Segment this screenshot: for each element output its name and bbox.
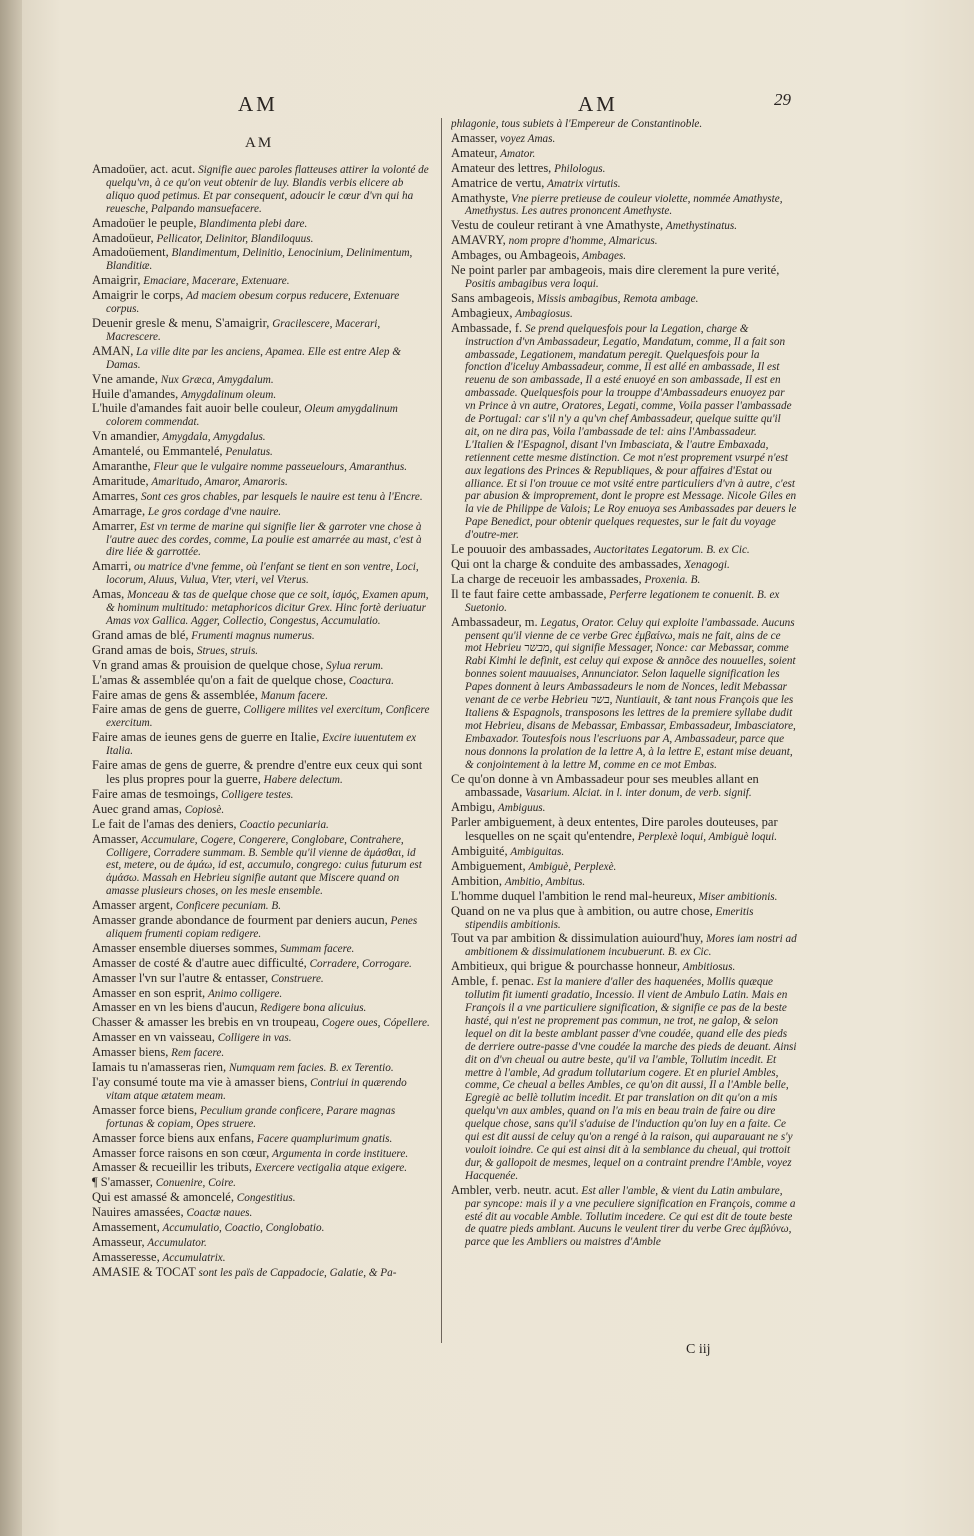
- entry-headword: Faire amas de ieunes gens de guerre en Italie,: [92, 730, 320, 745]
- entry-definition: Ambiguus.: [497, 802, 546, 815]
- entry-headword: Vn amandier,: [92, 429, 160, 444]
- dictionary-entry: [92, 317, 430, 344]
- entry-definition: Gracilescere, Macerari, Macrescere.: [106, 317, 381, 343]
- entry-headword: ¶ S'amasser,: [92, 1175, 153, 1190]
- entry-definition: Philologus.: [554, 162, 606, 175]
- dictionary-entry: [451, 890, 797, 904]
- dictionary-entry: [451, 264, 797, 291]
- entry-definition: Coactura.: [348, 674, 394, 687]
- entry-definition: Perferre legationem te conuenit. B. ex Suetonio.: [465, 588, 780, 614]
- dictionary-entry: [92, 788, 430, 802]
- entry-headword: Ambiguement,: [451, 858, 526, 873]
- dictionary-entry: [92, 674, 430, 688]
- dictionary-entry: [92, 1104, 430, 1131]
- entry-definition: phlagonie, tous subiets à l'Empereur de Constantinoble.: [451, 118, 703, 130]
- entry-definition: Emaciare, Macerare, Extenuare.: [143, 275, 290, 288]
- entry-headword: Amatrice de vertu,: [451, 175, 545, 190]
- entry-headword: Amadoüer, act. acut.: [92, 163, 196, 176]
- entry-headword: AMAVRY,: [451, 233, 506, 248]
- entry-headword: Tout va par ambition & dissimulation auiourd'huy,: [451, 931, 704, 946]
- dictionary-entry: [451, 801, 797, 815]
- entry-headword: Grand amas de blé,: [92, 627, 189, 642]
- dictionary-entry: [92, 703, 430, 730]
- entry-headword: Ambassade, f.: [451, 320, 523, 335]
- entry-headword: Amaigrir le corps,: [92, 288, 184, 303]
- entry-definition: Exercere vectigalia atque exigere.: [254, 1162, 408, 1175]
- dictionary-entry: [92, 1031, 430, 1045]
- entry-headword: Huile d'amandes,: [92, 386, 179, 401]
- entry-definition: Fleur que le vulgaire nomme passeuelours, Amaranthus.: [153, 461, 408, 474]
- entry-definition: ou matrice d'vne femme, où l'enfant se tient en son ventre, Loci, locorum, Aluus, Vulua, Vter, vteri, vel Vterus.: [106, 561, 419, 587]
- dictionary-entry: [92, 505, 430, 519]
- entry-headword: Qui est amassé & amoncelé,: [92, 1190, 234, 1205]
- entry-definition: Penulatus.: [225, 446, 273, 459]
- dictionary-entry: [92, 1236, 430, 1250]
- entry-headword: Qui ont la charge & conduite des ambassades,: [451, 557, 682, 571]
- dictionary-entry: [451, 147, 797, 161]
- entry-definition: Ambages.: [582, 250, 627, 263]
- entry-headword: Amasser ensemble diuerses sommes,: [92, 940, 278, 955]
- dictionary-entry: [92, 475, 430, 489]
- entry-definition: Est aller l'amble, & vient du Latin ambulare, par syncope: mais il y a vne peculiere signification en François, comme a esté dit au vocable Amble. Tollutim incedere. Ce qui est dit de toute beste de quatre pieds amblant. Aucuns le veulent tirer du verbe Grec ἀμβλύνω, parce que les Ambliers ou maistres d'Amble: [465, 1184, 796, 1249]
- entry-headword: Ambages, ou Ambageois,: [451, 248, 580, 263]
- entry-definition: Contriui in quærendo vitam atque ætatem meam.: [106, 1077, 407, 1102]
- dictionary-entry: [92, 659, 430, 673]
- entry-headword: Iamais tu n'amasseras rien,: [92, 1060, 227, 1075]
- entry-headword: Amathyste,: [451, 190, 509, 205]
- dictionary-entry: [92, 803, 430, 817]
- entry-headword: Ne point parler par ambageois, mais dire clerement la pure verité,: [451, 263, 780, 278]
- dictionary-entry: [92, 588, 430, 628]
- dictionary-entry: [92, 644, 430, 658]
- dictionary-entry: [92, 987, 430, 1001]
- dictionary-entry: [92, 1076, 430, 1103]
- entry-headword: Amarres,: [92, 488, 139, 503]
- dictionary-entry: [92, 1176, 430, 1190]
- entry-headword: L'amas & assemblée qu'on a fait de quelque chose,: [92, 672, 347, 687]
- entry-definition: Construere.: [270, 972, 324, 985]
- dictionary-entry: [451, 219, 797, 233]
- entry-headword: Amasser en son esprit,: [92, 985, 206, 1000]
- entry-headword: Faire amas de gens de guerre,: [92, 702, 241, 717]
- entry-headword: Amadoüeur,: [92, 230, 154, 245]
- entry-definition: Colligere milites vel exercitum, Conficere exercitum.: [106, 704, 430, 730]
- dictionary-entry: [92, 289, 430, 316]
- entry-headword: Vestu de couleur retirant à vne Amathyste,: [451, 218, 664, 233]
- entry-headword: Ambitieux, qui brigue & pourchasse honneur,: [451, 959, 680, 974]
- entry-definition: Auctoritates Legatorum. B. ex Cic.: [594, 544, 750, 557]
- binding-gutter: [0, 0, 22, 1536]
- entry-headword: I'ay consumé toute ma vie à amasser biens,: [92, 1075, 308, 1089]
- entry-definition: voyez Amas.: [500, 132, 556, 145]
- dictionary-entry: [451, 234, 797, 248]
- dictionary-entry: [92, 274, 430, 288]
- entry-headword: L'homme duquel l'ambition le rend mal-heureux,: [451, 888, 696, 903]
- entry-headword: Amasseur,: [92, 1234, 145, 1249]
- entry-definition: Perplexè loqui, Ambiguè loqui.: [637, 831, 778, 844]
- entry-definition: Vne pierre pretieuse de couleur violette, nommée Amathyste, Amethystus. Les autres prononcent Amethyste.: [465, 192, 783, 218]
- dictionary-entry: [451, 975, 797, 1183]
- dictionary-entry: [451, 192, 797, 219]
- dictionary-entry: [92, 957, 430, 971]
- dictionary-entry: [92, 1191, 430, 1205]
- dictionary-entry: [92, 490, 430, 504]
- entry-definition: Amygdalinum oleum.: [181, 388, 277, 401]
- dictionary-entry: [92, 388, 430, 402]
- entry-headword: Amaigrir,: [92, 273, 141, 288]
- entry-headword: Amasser force biens,: [92, 1102, 198, 1117]
- entry-headword: Vne amande,: [92, 371, 158, 386]
- dictionary-entry: [92, 1221, 430, 1235]
- entry-definition: Amatrix virtutis.: [547, 177, 621, 190]
- dictionary-entry: [92, 1132, 430, 1146]
- entry-headword: Amasser l'vn sur l'autre & entasser,: [92, 970, 269, 985]
- entry-headword: Il te faut faire cette ambassade,: [451, 586, 607, 601]
- dictionary-entry: [451, 588, 797, 615]
- entry-definition: Corradere, Corrogare.: [309, 957, 412, 970]
- dictionary-entry: [92, 460, 430, 474]
- entry-definition: Accumulare, Cogere, Congerere, Conglobare, Contrahere, Colligere, Corradere summam. B. Semble qu'il vienne de ἀμάσθαι, id est, metere, ou de ἀμάω, id est, accumulo, congrego: cuius futurum est ἀμάσω. Massah en Hebrieu signifie autant que Miscere quand on amasse plusieurs choses, on les mesle ensemble.: [106, 833, 422, 898]
- entry-headword: Amble, f. penac.: [451, 974, 534, 989]
- entry-headword: Amasser biens,: [92, 1045, 169, 1060]
- entry-headword: Nauires amassées,: [92, 1205, 184, 1220]
- dictionary-entry: [92, 445, 430, 459]
- entry-headword: Amarrage,: [92, 503, 146, 518]
- entry-definition: Est la maniere d'aller des haquenées, Mollis quæque tollutim fit iumenti gradatio, Incessio. Il vient de Ambulo Latin. Mais en François il a vne particuliere signification, & signifie ce pas de la beste hasté, qui n'est ne proprement pas commun, ne trot, ne galop, & selon lequel on dit la beste amblant passer d'vne coudée, quand elle des pieds de derriere outre-passe d'vne coudée la marche des pieds de deuant. Ainsi dit on d'vn cheual ou autre beste, qu'il va l'amble, Tollutim incedit. Et mettre à l'amble, Ad gradum tollutarium cogere. Et en pluriel Ambles, comme, Ce cheual a belles Ambles, ce qu'on dit aussi, Il a l'Amble belle, Egregiè ac bellè tollutim incedit. Et par translation on dit qu'on a mis quelqu'vn aux ambles, quand on l'a mis en beau train de faire ou dire quelque chose, sans qu'il s'aduise de l'induction qu'on luy en a faite. Ce qui est dit aussi de celuy qu'on a rengé à la raison, qui auparauant ne s'y vouloit ioindre. Ce qui est ainsi dit à la semblance du cheual, qui trottoit dur, & gallopoit de mesmes, lequel on a contraint prendre l'Amble, voyez Hacquenée.: [465, 976, 797, 1182]
- dictionary-entry: [451, 845, 797, 859]
- dictionary-entry: [92, 833, 430, 899]
- dictionary-entry: [92, 520, 430, 560]
- entry-definition: Colligere testes.: [221, 788, 294, 801]
- entry-definition: Accumulator.: [147, 1236, 207, 1249]
- entry-definition: Habere delectum.: [263, 773, 343, 786]
- entry-definition: Argumenta in corde instituere.: [272, 1147, 409, 1160]
- dictionary-entry: [92, 731, 430, 758]
- dictionary-entry: [451, 132, 797, 146]
- dictionary-entry: [92, 246, 430, 273]
- entry-definition: Colligere in vas.: [217, 1032, 292, 1045]
- column-divider: [441, 118, 442, 1343]
- entry-definition: Ad maciem obesum corpus reducere, Extenuare corpus.: [106, 290, 400, 316]
- dictionary-entry: [92, 818, 430, 832]
- right-column: [451, 117, 797, 1347]
- entry-definition: Animo colligere.: [207, 987, 283, 1000]
- entry-headword: Amaranthe,: [92, 459, 151, 474]
- dictionary-entry: [92, 1161, 430, 1175]
- dictionary-entry: [92, 942, 430, 956]
- entry-headword: Ambition,: [451, 873, 503, 888]
- entry-headword: Amasser en vn les biens d'aucun,: [92, 1000, 258, 1015]
- dictionary-entry: [92, 1206, 430, 1220]
- entry-definition: Missis ambagibus, Remota ambage.: [537, 292, 699, 305]
- entry-definition: Blandimenta plebi dare.: [199, 217, 308, 230]
- entry-definition: Emeritis stipendiis ambitionis.: [465, 905, 754, 931]
- dictionary-entry: [451, 1184, 797, 1250]
- entry-definition: Le gros cordage d'vne nauire.: [147, 505, 282, 518]
- entry-headword: Amasser grande abondance de fourment par deniers aucun,: [92, 913, 388, 928]
- entry-headword: Ambigu,: [451, 800, 496, 815]
- dictionary-entry: [451, 292, 797, 306]
- entry-definition: Cogere oues, Cópellere.: [321, 1017, 430, 1030]
- entry-headword: Vn grand amas & prouision de quelque chose,: [92, 657, 324, 672]
- section-heading: AM: [245, 135, 274, 151]
- entry-definition: Penes aliquem frumenti copiam redigere.: [106, 915, 418, 940]
- dictionary-entry: [92, 373, 430, 387]
- entry-headword: Amarri,: [92, 559, 132, 574]
- entry-headword: Sans ambageois,: [451, 290, 535, 305]
- entry-definition: Mores iam nostri ad ambitionem & dissimulationem incubuerunt. B. ex Cic.: [465, 933, 797, 959]
- entry-headword: Amassement,: [92, 1220, 160, 1235]
- entry-headword: Amateur des lettres,: [451, 160, 552, 175]
- entry-definition: Accumulatrix.: [162, 1251, 226, 1264]
- entry-definition: Nux Græca, Amygdalum.: [160, 373, 274, 386]
- entry-definition: Positis ambagibus vera loqui.: [465, 277, 599, 290]
- dictionary-entry: [92, 345, 430, 372]
- running-head-right: AM: [578, 92, 618, 116]
- entry-headword: Amadoüer le peuple,: [92, 215, 197, 230]
- entry-headword: Amasser argent,: [92, 898, 173, 913]
- entry-definition: Est vn terme de marine qui signifie lier & garroter vne chose à l'autre auec des cordes, comme, La poulie est amarrée au mast, c'est à dire liée & garrottée.: [106, 520, 422, 559]
- entry-headword: Amateur,: [451, 145, 498, 160]
- entry-definition: Copiosè.: [184, 803, 225, 816]
- entry-headword: Amadoüement,: [92, 245, 169, 260]
- entry-headword: Amasser en vn vaisseau,: [92, 1030, 215, 1045]
- entry-headword: Ambassadeur, m.: [451, 614, 538, 629]
- signature-mark: C iij: [686, 1342, 711, 1357]
- entry-definition: Amethystinatus.: [665, 220, 738, 233]
- entry-definition: Ambitiosus.: [682, 961, 736, 974]
- entry-headword: Amaritude,: [92, 473, 149, 488]
- dictionary-entry: [92, 629, 430, 643]
- dictionary-entry: [92, 972, 430, 986]
- entry-headword: Chasser & amasser les brebis en vn troupeau,: [92, 1015, 320, 1030]
- dictionary-entry: [451, 558, 797, 572]
- entry-headword: Amasser force biens aux enfans,: [92, 1130, 255, 1145]
- entry-definition: Sylua rerum.: [326, 659, 384, 672]
- dictionary-entry: [92, 1061, 430, 1075]
- running-head-left: AM: [238, 92, 278, 116]
- entry-definition: Facere quamplurimum gnatis.: [256, 1132, 393, 1145]
- dictionary-entry: [92, 430, 430, 444]
- entry-definition: Legatus, Orator. Celuy qui exploite l'ambassade. Aucuns pensent qu'il vienne de ce verbe Grec ἐμβαίνω, mais ne fait, ains de ce mot Hebrieu מבשר, qui signifie Messager, Nonce: car Mebassar, comme Rabi Kimhi le definit, est celuy qui expose & annõce des nouuelles, soient bonnes soient mauuaises, Annunciator. Selon laquelle signification les Papes donnent à leurs Ambassadeurs le nom de Nonces, ledit Mebassar venant de ce verbe Hebrieu בשר, Nuntiauit, & tant nous François que les Italiens & Espagnols, transposons les lettres de la premiere syllabe dudit mot Hebrieu, disans de Mebassar, Embassar, Embassadeur, Imbasciatore, Embaxador. Toutesfois nous l'escriuons par A, Ambassadeur, parce que nous donnons la prolation de la lettre A, à la lettre E, estant mise deuant, & conjointement à la lettre M, comme en ce mot Embas.: [465, 616, 796, 771]
- entry-definition: Sont ces gros chables, par lesquels le nauire est tenu à l'Encre.: [140, 490, 423, 503]
- dictionary-entry: [451, 905, 797, 932]
- entry-definition: Se prend quelquesfois pour la Legation, charge & instruction d'vn Ambassadeur, Legatio, Mandatum, comme, Il a fait son ambassade, Legationem, mandatum peregit. Quelquesfois pour la fonction d'iceluy Ambassadeur, comme, Il est allé en ambassade, Il est reuenu de son ambassade, Il a esté enuoyé en son ambassade, Il est en ambassade. Quelquesfois pour la trouppe d'Ambassadeurs enuoyez par vn Prince à vn autre, Oratores, Legati, comme, Voila passer l'ambassade de Portugal: car s'il n'y a qu'vn chef Ambassadeur, quelque suitte qu'il ait, on ne dira pas, Voila l'ambassade de tel: ains l'Ambassadeur. L'Italien & l'Espagnol, disant l'vn Imbasciata, & l'autre Embaxada, retiennent cette mesme distinction. Ce mot n'est proprement vsurpé n'est aux legations des Princes & Republiques, & pour affaires d'Estat ou alliance. Et si l'on trouue ce mot vsité entre particuliers d'vn à autre, c'est par abusion & improprement, dont le propre est Message. Nicole Giles en la vie de Philippe de Valois; Le Roy enuoya ses Ambassades par deuers le Pape Benedict, pour obtenir quelques requestes, sur le fait du voyage d'outre-mer.: [465, 322, 797, 542]
- entry-definition: Proxenia. B.: [644, 573, 701, 586]
- entry-definition: Vasarium. Alciat. in l. inter donum, de verb. signif.: [525, 787, 752, 800]
- entry-headword: Ambler, verb. neutr. acut.: [451, 1182, 579, 1197]
- entry-definition: Frumenti magnus numerus.: [191, 629, 315, 642]
- entry-definition: Accumulatio, Coactio, Conglobatio.: [162, 1222, 325, 1235]
- entry-headword: AMASIE & TOCAT: [92, 1264, 196, 1279]
- entry-definition: Amaritudo, Amaror, Amaroris.: [151, 475, 288, 488]
- dictionary-entry: [92, 163, 430, 216]
- entry-definition: Conficere pecuniam. B.: [175, 900, 282, 913]
- dictionary-entry: [92, 899, 430, 913]
- dictionary-entry: [451, 249, 797, 263]
- entry-headword: L'huile d'amandes fait auoir belle couleur,: [92, 401, 302, 416]
- dictionary-entry: [92, 689, 430, 703]
- entry-definition: Blandimentum, Delinitio, Lenocinium, Delinimentum, Blanditiæ.: [106, 247, 413, 273]
- entry-definition: Ambiguitas.: [510, 846, 565, 859]
- entry-headword: Ce qu'on donne à vn Ambassadeur pour ses meubles allant en ambassade,: [451, 771, 759, 800]
- dictionary-entry: [92, 1046, 430, 1060]
- dictionary-entry: [92, 232, 430, 246]
- dictionary-entry: [451, 162, 797, 176]
- entry-headword: Amantelé, ou Emmantelé,: [92, 444, 223, 459]
- entry-definition: Manum facere.: [260, 689, 329, 702]
- entry-definition: Peculium grande conficere, Parare magnas fortunas & copiam, Opes struere.: [106, 1104, 396, 1130]
- dictionary-entry: [451, 307, 797, 321]
- dictionary-entry: [92, 1001, 430, 1015]
- entry-definition: Strues, struis.: [196, 644, 259, 657]
- entry-definition: Coactio pecuniaria.: [239, 818, 329, 831]
- entry-definition: La ville dite par les anciens, Apamea. Elle est entre Alep & Damas.: [106, 345, 401, 371]
- entry-headword: Faire amas de gens & assemblée,: [92, 687, 258, 702]
- left-column: [92, 163, 430, 1343]
- entry-headword: Ambiguité,: [451, 844, 508, 859]
- dictionary-entry: [451, 816, 797, 844]
- entry-headword: Le fait de l'amas des deniers,: [92, 816, 237, 831]
- entry-headword: Amas,: [92, 587, 125, 602]
- entry-headword: Amarrer,: [92, 518, 137, 533]
- entry-headword: Le pouuoir des ambassades,: [451, 542, 592, 557]
- entry-headword: La charge de receuoir les ambassades,: [451, 571, 642, 586]
- dictionary-entry: [92, 914, 430, 941]
- entry-definition: Numquam rem facies. B. ex Terentio.: [228, 1062, 394, 1075]
- entry-headword: Amasser de costé & d'autre auec difficulté,: [92, 955, 307, 970]
- page-number: 29: [774, 90, 791, 109]
- entry-definition: Coactæ naues.: [186, 1207, 253, 1220]
- entry-headword: Faire amas de tesmoings,: [92, 786, 219, 801]
- entry-definition: Redigere bona alicuius.: [260, 1002, 367, 1015]
- entry-headword: Auec grand amas,: [92, 801, 182, 816]
- entry-definition: Oleum amygdalinum colorem commendat.: [106, 403, 398, 429]
- dictionary-entry: [92, 1147, 430, 1161]
- dictionary-entry: [92, 759, 430, 787]
- dictionary-entry: [451, 860, 797, 874]
- entry-definition: Signifie auec paroles flatteuses attirer la volonté de quelqu'vn, à ce qu'on veut obtenir de luy. Blandis verbis elicere ab aliquo quod petimus. Et par consequent, adoucir le cœur d'vn qui ha reuesche, Palpando mansuefacere.: [106, 164, 429, 215]
- entry-headword: Grand amas de bois,: [92, 642, 195, 657]
- entry-definition: nom propre d'homme, Almaricus.: [508, 235, 658, 248]
- entry-definition: Monceau & tas de quelque chose que ce soit, ἰσμός, Examen apum, & hominum multitudo: metaphoricos dicitur Grex. Hinc fortè deriuatur Amas vox Gallica. Agger, Collectio, Congestus, Accumulatio.: [106, 589, 429, 627]
- entry-definition: Ambiguè, Perplexè.: [528, 860, 617, 873]
- entry-definition: Amator.: [500, 147, 536, 160]
- dictionary-entry: [92, 217, 430, 231]
- entry-headword: Amasser,: [92, 831, 139, 846]
- entry-headword: Ambagieux,: [451, 305, 513, 320]
- dictionary-entry: [451, 960, 797, 974]
- entry-definition: sont les païs de Cappadocie, Galatie, & Pa-: [198, 1266, 397, 1279]
- entry-definition: Ambitio, Ambitus.: [504, 875, 586, 888]
- entry-headword: Amasser & recueillir les tributs,: [92, 1160, 253, 1175]
- entry-headword: Quand on ne va plus que à ambition, ou autre chose,: [451, 903, 713, 918]
- entry-headword: Amasser,: [451, 130, 498, 145]
- dictionary-entry: [451, 177, 797, 191]
- dictionary-entry: [451, 932, 797, 959]
- dictionary-entry: [92, 1266, 430, 1280]
- entry-headword: Faire amas de gens de guerre, & prendre d'entre eux ceux qui sont les plus propres pour la guerre,: [92, 758, 423, 786]
- entry-headword: Parler ambiguement, à deux ententes, Dire paroles douteuses, par lesquelles on ne sçait qu'entendre,: [451, 815, 778, 844]
- entry-definition: Miser ambitionis.: [698, 890, 778, 903]
- entry-definition: Congestitius.: [236, 1192, 296, 1205]
- entry-definition: Xenagogi.: [684, 559, 730, 571]
- dictionary-entry: [92, 402, 430, 429]
- entry-headword: AMAN,: [92, 343, 134, 358]
- entry-definition: Rem facere.: [171, 1047, 225, 1060]
- entry-definition: Pellicator, Delinitor, Blandiloquus.: [156, 232, 314, 245]
- dictionary-entry: [451, 616, 797, 772]
- entry-headword: Amasser force raisons en son cœur,: [92, 1145, 270, 1160]
- dictionary-entry: [451, 875, 797, 889]
- dictionary-entry: [451, 117, 797, 131]
- dictionary-entry: [451, 573, 797, 587]
- entry-definition: Amygdala, Amygdalus.: [162, 431, 266, 444]
- dictionary-entry: [92, 1251, 430, 1265]
- dictionary-entry: [92, 560, 430, 587]
- entry-definition: Summam facere.: [280, 942, 355, 955]
- entry-headword: Amasseresse,: [92, 1249, 160, 1264]
- entry-definition: Conuenire, Coire.: [155, 1177, 236, 1190]
- dictionary-entry: [92, 1016, 430, 1030]
- dictionary-entry: [451, 543, 797, 557]
- dictionary-entry: [451, 773, 797, 801]
- entry-definition: Excire iuuentutem ex Italia.: [106, 732, 417, 758]
- dictionary-entry: [451, 322, 797, 542]
- entry-headword: Deuenir gresle & menu, S'amaigrir,: [92, 315, 270, 330]
- entry-definition: Ambagiosus.: [515, 307, 573, 320]
